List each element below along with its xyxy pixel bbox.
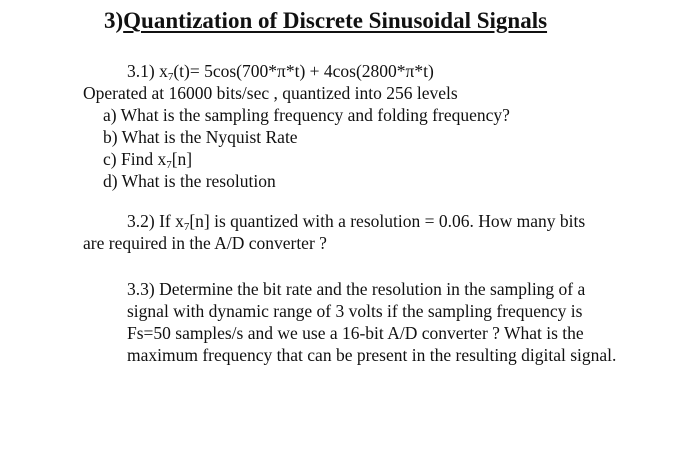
q31-part-d: d) What is the resolution — [103, 171, 276, 191]
section-heading: Quantization of Discrete Sinusoidal Signals — [123, 8, 548, 33]
q33-paragraph: 3.3) Determine the bit rate and the resolution in the sampling of a signal with dynamic range of 3 volts if the sampling frequency is Fs=50 samples/s and we use a 16-bit A/D converter ? What is the maximum frequency that can be present in the resulting digital signal. — [127, 279, 617, 365]
q31-description: Operated at 16000 bits/sec , quantized into 256 levels — [83, 83, 458, 103]
section-title — [104, 8, 547, 34]
q31-part-b: b) What is the Nyquist Rate — [103, 127, 298, 147]
q31-part-c: c) Find $x_7[n]$ — [103, 149, 193, 171]
q31-equation: 3.1) $x_7(t)= 5\cos(700*\pi*t) + 4\cos(2800*\pi*t)$ — [127, 61, 434, 83]
q32-line-2: are required in the A/D converter ? — [83, 233, 327, 253]
q32-line-1: 3.2) If $x_7[n]$ is quantized with a resolution = 0.06. How many bits — [127, 211, 586, 233]
section-number: 3) — [104, 8, 124, 33]
q31-part-a: a) What is the sampling frequency and folding frequency? — [103, 105, 510, 125]
